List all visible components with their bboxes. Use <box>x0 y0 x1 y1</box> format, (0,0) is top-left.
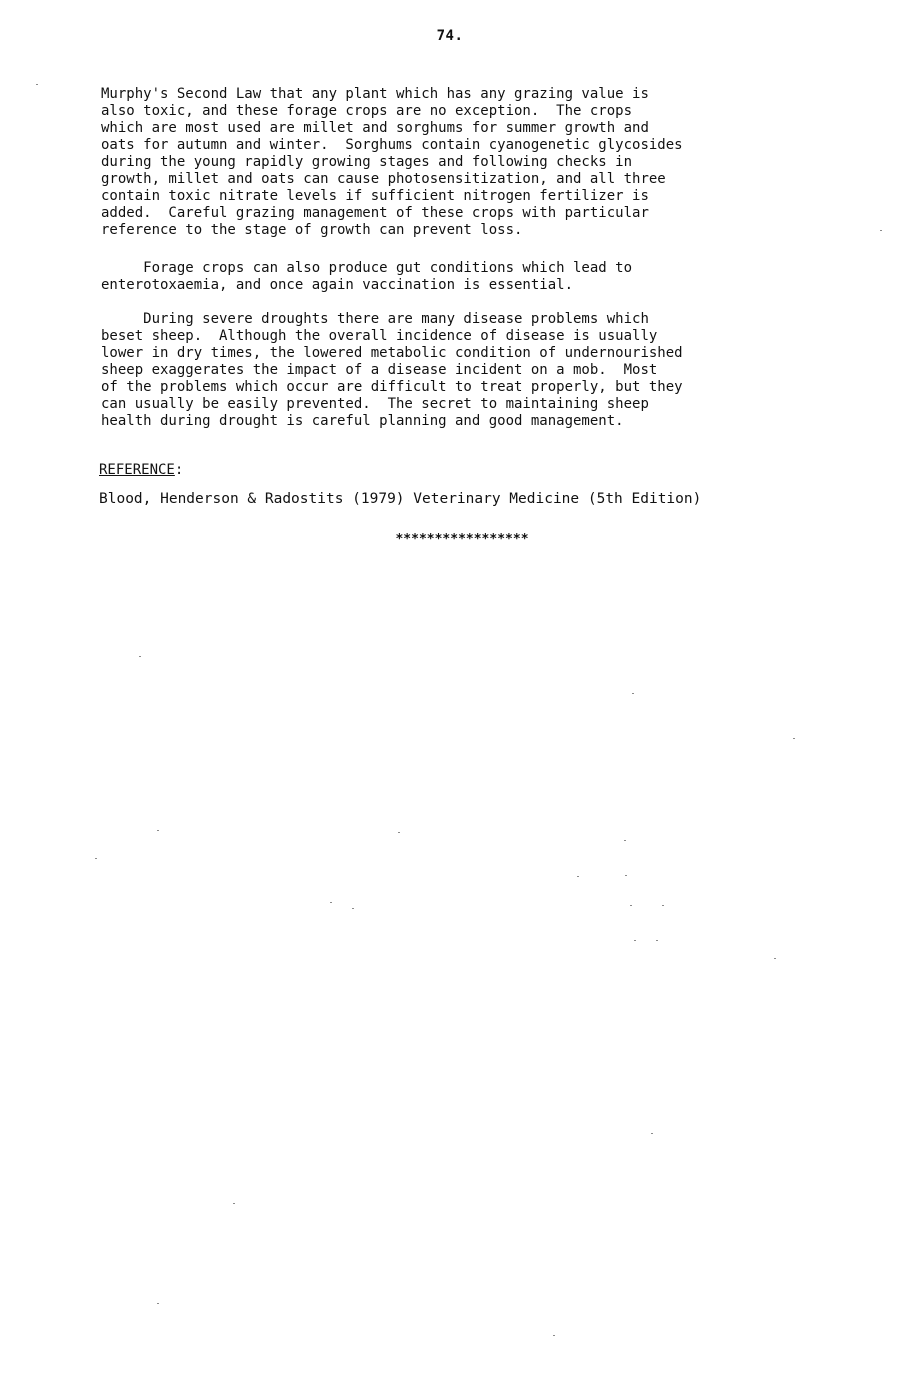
paragraph-enterotoxaemia <box>101 260 801 294</box>
text-line: also toxic, and these forage crops are no exception. The crops <box>101 103 633 119</box>
scan-speck <box>624 840 626 841</box>
text-line: added. Careful grazing management of these crops with particular <box>101 205 649 221</box>
scan-speck <box>553 1335 555 1336</box>
text-line: Forage crops can also produce gut conditions which lead to <box>101 260 633 276</box>
scan-speck <box>330 902 332 903</box>
reference-heading <box>99 462 183 479</box>
reference-heading-label: REFERENCE <box>99 462 175 478</box>
text-line: growth, millet and oats can cause photosensitization, and all three <box>101 171 666 187</box>
scan-speck <box>632 693 634 694</box>
text-line: health during drought is careful planning and good management. <box>101 413 624 429</box>
scan-speck <box>95 858 97 859</box>
text-line: beset sheep. Although the overall incidence of disease is usually <box>101 328 658 344</box>
text-line: contain toxic nitrate levels if sufficient nitrogen fertilizer is <box>101 188 649 204</box>
text-line: Murphy's Second Law that any plant which has any grazing value is <box>101 86 649 102</box>
scan-speck <box>233 1203 235 1204</box>
scan-speck <box>630 905 632 906</box>
scan-speck <box>157 830 159 831</box>
text-line: during the young rapidly growing stages and following checks in <box>101 154 633 170</box>
scan-speck <box>36 84 38 85</box>
paragraph-forage-toxicity <box>101 86 801 239</box>
text-line: enterotoxaemia, and once again vaccination is essential. <box>101 277 574 293</box>
text-line: lower in dry times, the lowered metabolic condition of undernourished <box>101 345 683 361</box>
scan-speck <box>157 1303 159 1304</box>
scan-speck <box>651 1133 653 1134</box>
text-line: of the problems which occur are difficult to treat properly, but they <box>101 379 683 395</box>
text-line: which are most used are millet and sorghums for summer growth and <box>101 120 649 136</box>
scan-speck <box>634 940 636 941</box>
scan-speck <box>398 832 400 833</box>
reference-citation: Blood, Henderson & Radostits (1979) Veterinary Medicine (5th Edition) <box>99 491 702 507</box>
text-line: can usually be easily prevented. The secret to maintaining sheep <box>101 396 649 412</box>
page-number: 74. <box>436 28 464 44</box>
text-line: During severe droughts there are many disease problems which <box>101 311 649 327</box>
scan-speck <box>656 940 658 941</box>
scan-speck <box>577 876 579 877</box>
text-line: sheep exaggerates the impact of a disease incident on a mob. Most <box>101 362 658 378</box>
scan-speck <box>774 958 776 959</box>
scan-speck <box>352 908 354 909</box>
scan-speck <box>662 905 664 906</box>
text-line: oats for autumn and winter. Sorghums contain cyanogenetic glycosides <box>101 137 683 153</box>
scan-speck <box>139 656 141 657</box>
section-separator: ***************** <box>395 532 529 547</box>
scan-speck <box>880 230 882 231</box>
reference-heading-colon: : <box>174 462 184 478</box>
text-line: reference to the stage of growth can prevent loss. <box>101 222 523 238</box>
scan-speck <box>625 875 627 876</box>
paragraph-drought-disease <box>101 311 801 430</box>
scan-speck <box>793 738 795 739</box>
